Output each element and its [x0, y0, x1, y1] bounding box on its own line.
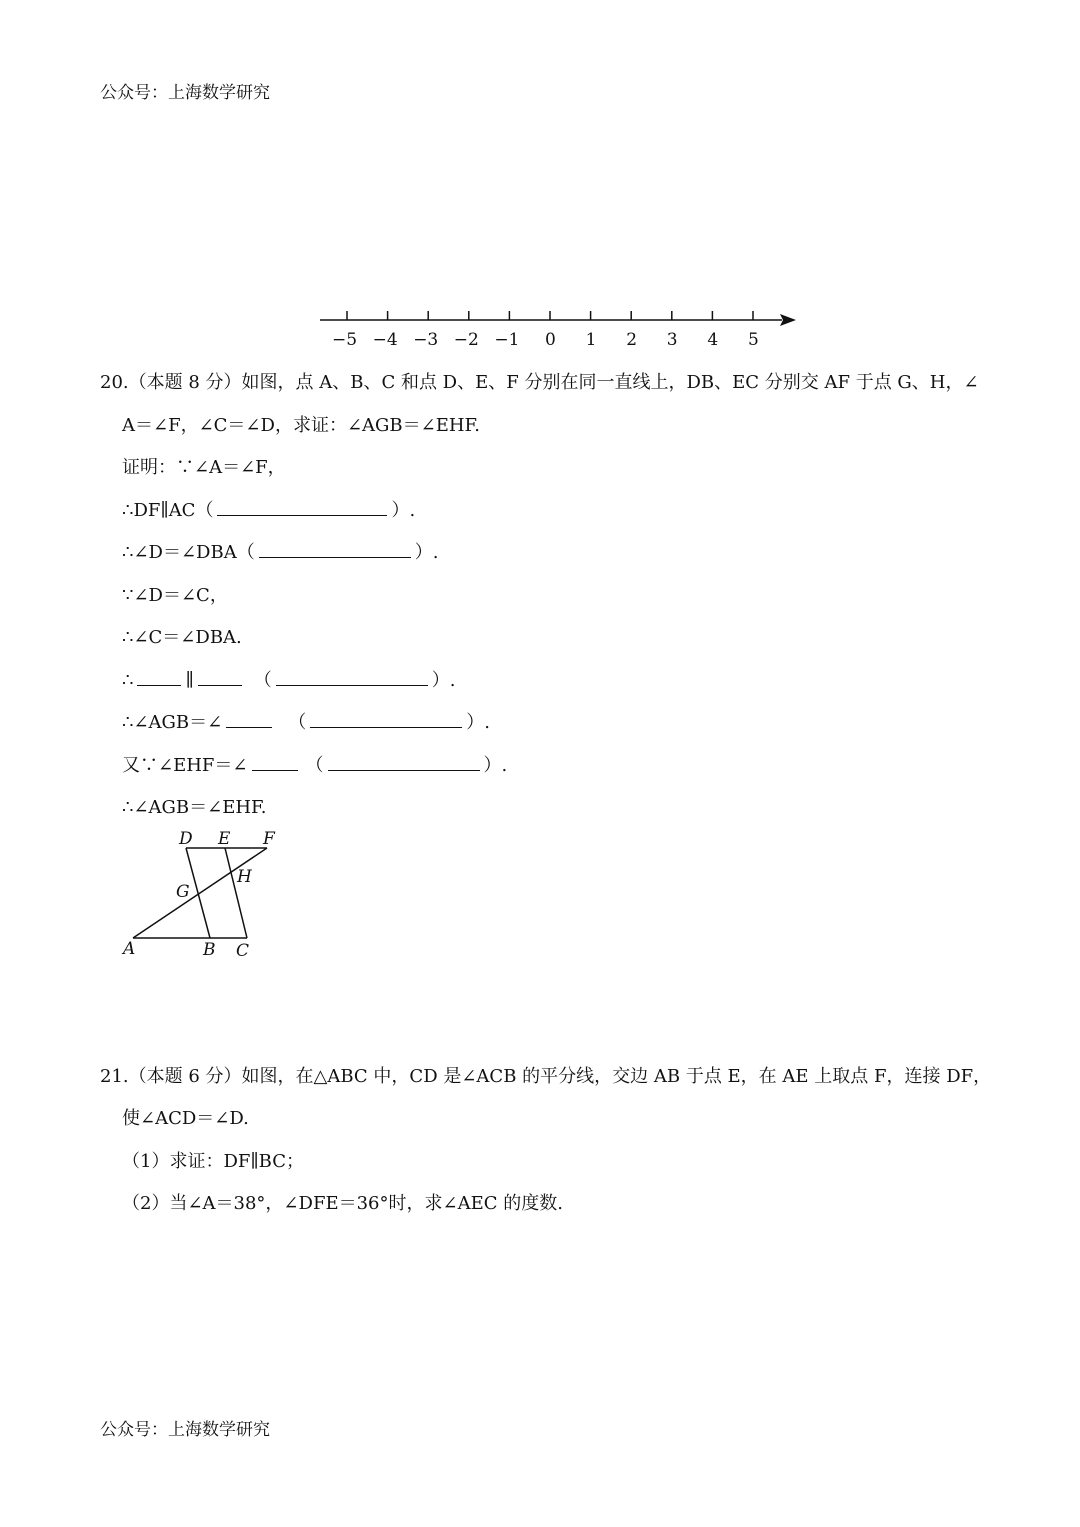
line-blank-2[interactable] [198, 667, 242, 686]
proof-line-9: ∴∠AGB＝∠EHF. [122, 797, 267, 818]
angle-blank-1[interactable] [226, 709, 272, 728]
reason-blank-4[interactable] [310, 709, 462, 728]
number-line-label: −1 [494, 330, 520, 350]
q21-line2: 使∠ACD＝∠D. [122, 1108, 249, 1129]
proof-line-2-text: ∴DF∥AC（ [122, 500, 214, 521]
number-line-label: −2 [453, 330, 479, 350]
reason-blank-1[interactable] [217, 497, 387, 516]
number-line-label: 2 [626, 330, 638, 350]
reason-blank-2[interactable] [259, 539, 411, 558]
number-line-label: −3 [413, 330, 439, 350]
label-f: F [263, 829, 275, 849]
proof-line-8-open: （ [305, 755, 324, 776]
proof-line-6 [122, 666, 456, 692]
segment-af [133, 848, 267, 938]
page-footer: 公众号：上海数学研究 [100, 1420, 270, 1440]
number-line-label: 0 [545, 330, 556, 350]
label-h: H [237, 867, 252, 887]
number-line-label: −4 [372, 330, 398, 350]
label-a: A [123, 939, 136, 959]
line-blank-1[interactable] [137, 667, 181, 686]
proof-line-8-end: ）. [483, 755, 508, 776]
proof-line-7-start: ∴∠AGB＝∠ [122, 712, 223, 733]
number-line-label: 4 [707, 330, 719, 350]
proof-line-6-end: ）. [431, 670, 456, 691]
number-line-label: 1 [585, 330, 597, 350]
label-d: D [179, 829, 193, 849]
proof-line-5: ∴∠C＝∠DBA. [122, 627, 242, 648]
q21-part2: （2）当∠A＝38°，∠DFE＝36°时，求∠AEC 的度数. [122, 1193, 563, 1214]
q20-line1: 20.（本题 8 分）如图，点 A、B、C 和点 D、E、F 分别在同一直线上，DB、EC 分别交 AF 于点 G、H，∠ [100, 372, 979, 393]
label-g: G [176, 882, 190, 902]
proof-line-3 [122, 538, 438, 564]
proof-line-7-end: ）. [466, 712, 490, 733]
angle-blank-2[interactable] [252, 752, 298, 771]
number-line-label: 3 [666, 330, 678, 350]
parallel-symbol: ∥ [185, 670, 194, 691]
number-line-label: 5 [748, 330, 759, 350]
reason-blank-3[interactable] [276, 667, 428, 686]
proof-line-2-end: ）. [391, 500, 416, 521]
proof-line-7 [122, 708, 490, 734]
segment-ec [225, 848, 247, 938]
proof-line-8 [122, 751, 507, 777]
number-line-label: −5 [332, 330, 358, 350]
page-header: 公众号：上海数学研究 [100, 83, 270, 103]
proof-line-3-end: ）. [414, 542, 439, 563]
proof-line-6-open: （ [253, 670, 272, 691]
label-b: B [203, 940, 216, 960]
reason-blank-5[interactable] [328, 752, 480, 771]
proof-line-2 [122, 496, 415, 522]
q20-line2: A＝∠F，∠C＝∠D，求证：∠AGB＝∠EHF. [122, 415, 480, 436]
q21-line1: 21.（本题 6 分）如图，在△ABC 中，CD 是∠ACB 的平分线，交边 AB 于点 E，在 AE 上取点 F，连接 DF， [100, 1066, 992, 1087]
label-c: C [236, 941, 250, 961]
number-line [310, 300, 800, 355]
q20-figure [115, 822, 290, 967]
number-line-ticks [332, 311, 759, 350]
proof-line-8-start: 又∵∠EHF＝∠ [122, 755, 248, 776]
proof-line-3-text: ∴∠D＝∠DBA（ [122, 542, 255, 563]
proof-line-6-start: ∴ [122, 670, 134, 691]
proof-line-4: ∵∠D＝∠C， [122, 585, 228, 606]
segment-db [186, 848, 210, 938]
label-e: E [218, 829, 231, 849]
number-line-arrow-icon [780, 314, 796, 326]
proof-line-7-open: （ [288, 712, 307, 733]
q21-part1: （1）求证：DF∥BC； [122, 1151, 305, 1172]
proof-line-1: 证明：∵∠A＝∠F， [122, 457, 286, 478]
